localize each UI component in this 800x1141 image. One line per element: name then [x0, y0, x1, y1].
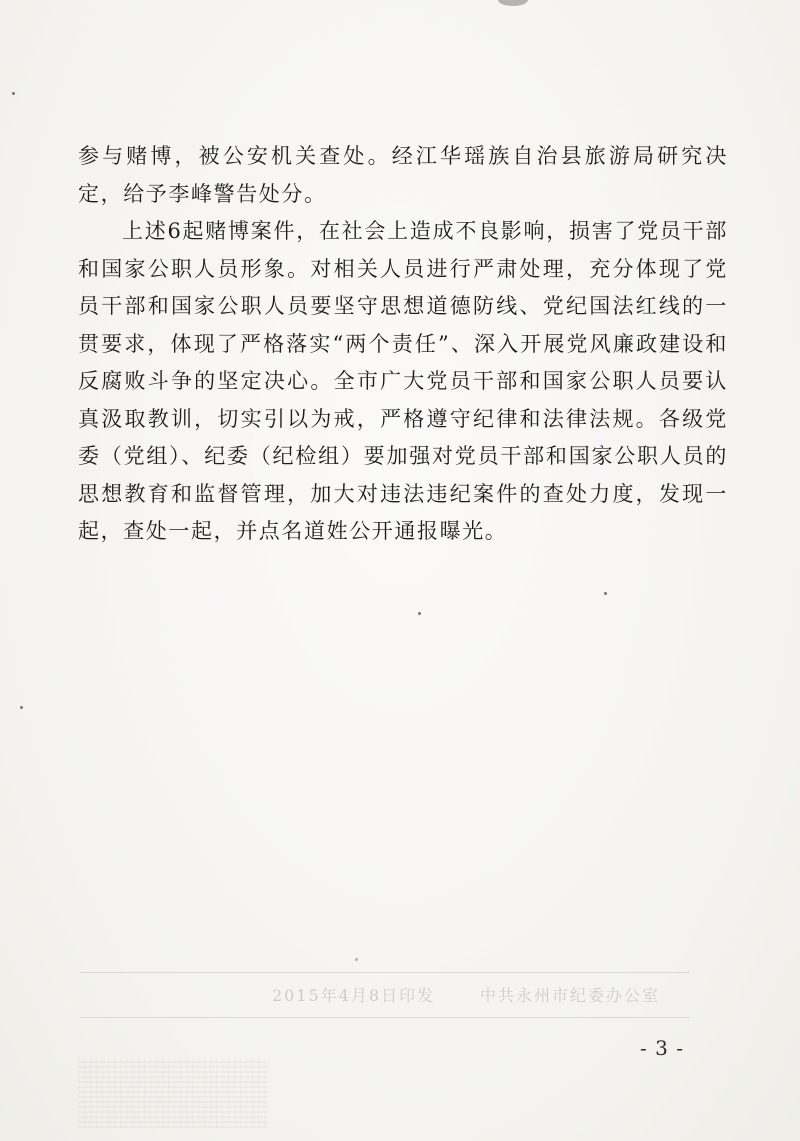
scan-speck	[12, 92, 15, 95]
document-body	[78, 138, 728, 551]
paragraph-continuation: 参与赌博，被公安机关查处。经江华瑶族自治县旅游局研究决定，给予李峰警告处分。	[78, 144, 728, 206]
print-footer	[80, 972, 690, 1018]
issuing-office: 中共永州市纪委办公室	[480, 986, 661, 1005]
scan-speck	[418, 612, 421, 615]
scan-speck	[604, 592, 607, 595]
scan-speck	[20, 706, 23, 709]
paragraph-summary: 上述6起赌博案件，在社会上造成不良影响，损害了党员干部和国家公职人员形象。对相关人员进行严肃处理，充分体现了党员干部和国家公职人员要坚守思想道德防线、党纪国法红线的一贯要求，体现了严格落实“两个责任”、深入开展党风廉政建设和反腐败斗争的坚定决心。全市广大党员干部和国家公职人员要认真汲取教训，切实引以为戒，严格遵守纪律和法律法规。各级党委（党组）、纪委（纪检组）要加强对党员干部和国家公职人员的思想教育和监督管理，加大对违法违纪案件的查处力度，发现一起，查处一起，并点名道姓公开通报曝光。	[78, 219, 728, 543]
page-number: - 3 -	[640, 1036, 684, 1060]
scan-speck	[355, 958, 358, 961]
scan-smudge	[498, 0, 528, 6]
print-date: 2015年4月8日印发	[272, 986, 436, 1005]
faded-stamp	[78, 1058, 268, 1128]
